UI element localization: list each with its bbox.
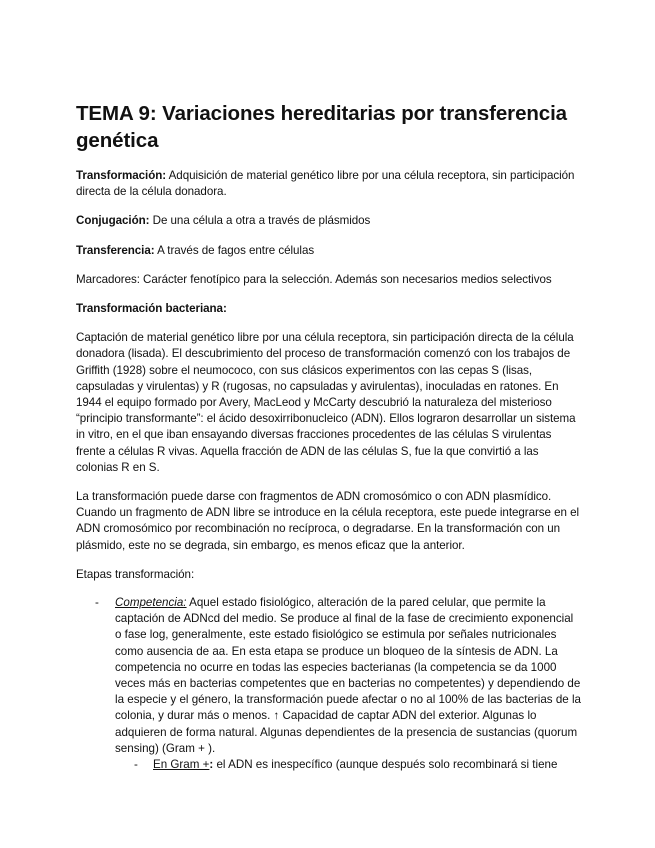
definition-text: De una célula a otra a través de plásmidos (149, 214, 371, 228)
definition-label: Transferencia: (76, 243, 155, 257)
list-item-gram-positive (76, 757, 581, 773)
definition-label: Conjugación: (76, 214, 150, 228)
definition-transferencia (76, 243, 581, 259)
etapas-list (76, 595, 581, 773)
etapas-heading: Etapas transformación: (76, 567, 195, 581)
gram-colon: : (209, 758, 214, 772)
definition-text: Adquisición de material genético libre por una célula receptora, sin participación directa de la célula donadora. (76, 169, 575, 199)
page-title: TEMA 9: Variaciones hereditarias por transferencia genética (76, 102, 567, 152)
gram-text: el ADN es inespecífico (aunque después solo recombinará si tiene (213, 758, 558, 772)
competencia-term: Competencia: (115, 596, 187, 610)
definition-marcadores: Marcadores: Carácter fenotípico para la selección. Además son necesarios medios selectivos (76, 272, 552, 286)
paragraph-transformacion: La transformación puede darse con fragmentos de ADN cromosómico o con ADN plasmídico. Cuando un fragmento de ADN libre se introduce en la célula receptora, este puede integrarse en el ADN cromosómico por recombinación no recíproca, o degradarse. En la transformación con un plásmido, este no se degrada, sin embargo, es menos eficaz que la anterior. (76, 490, 580, 552)
bullet-dash: - (95, 596, 99, 610)
bullet-dash: - (134, 758, 138, 772)
definition-conjugacion (76, 213, 581, 229)
section-heading-text: Transformación bacteriana: (76, 302, 227, 316)
paragraph-captacion: Captación de material genético libre por una célula receptora, sin participación directa de la célula donadora (lisada). El descubrimiento del proceso de transformación comenzó con los trabajos de Griffith (1928) sobre el neumococo, con sus clásicos experimentos con las cepas S (lisas, capsuladas y virulentas) y R (rugosas, no capsuladas y avirulentas), inoculadas en ratones. En 1944 el equipo formado por Avery, MacLeod y McCarty descubrió la naturaleza del misterioso “principio transformante”: el ácido desoxirribonucleico (ADN). Ellos lograron desarrollar un sistema in vitro, en el que iban ensayando diversas fracciones procedentes de las células S virulentas frente a células R vivas. Aquella fracción de ADN de las células S, fue la que convirtió a las colonias R en S. (76, 331, 576, 474)
gram-term: En Gram + (153, 758, 210, 772)
competencia-text: Aquel estado fisiológico, alteración de la pared celular, que permite la captación de ADNcd del medio. Se produce al final de la fase de crecimiento exponencial o fase log, generalmente, este estado fisiológico se estimula por señales nutricionales como ausencia de aa. En esta etapa se produce un bloqueo de la síntesis de ADN. La competencia no ocurre en todas las especies bacterianas (la competencia se da 1000 veces más en bacterias competentes que en bacterias no competentes) y dependiendo de la especie y el género, la transformación puede afectar o no al 100% de las bacterias de la colonia, y durar más o menos. ↑ Capacidad de captar ADN del exterior. Algunas lo adquieren de forma natural. Algunas dependientes de la presencia de sustancias (quorum sensing) (Gram + ). (115, 596, 581, 755)
list-item-competencia (76, 595, 581, 757)
definition-transformacion (76, 168, 581, 200)
document-body (76, 100, 581, 773)
definition-label: Transformación: (76, 169, 167, 182)
definition-text: A través de fagos entre células (154, 243, 315, 257)
section-heading (76, 301, 581, 317)
